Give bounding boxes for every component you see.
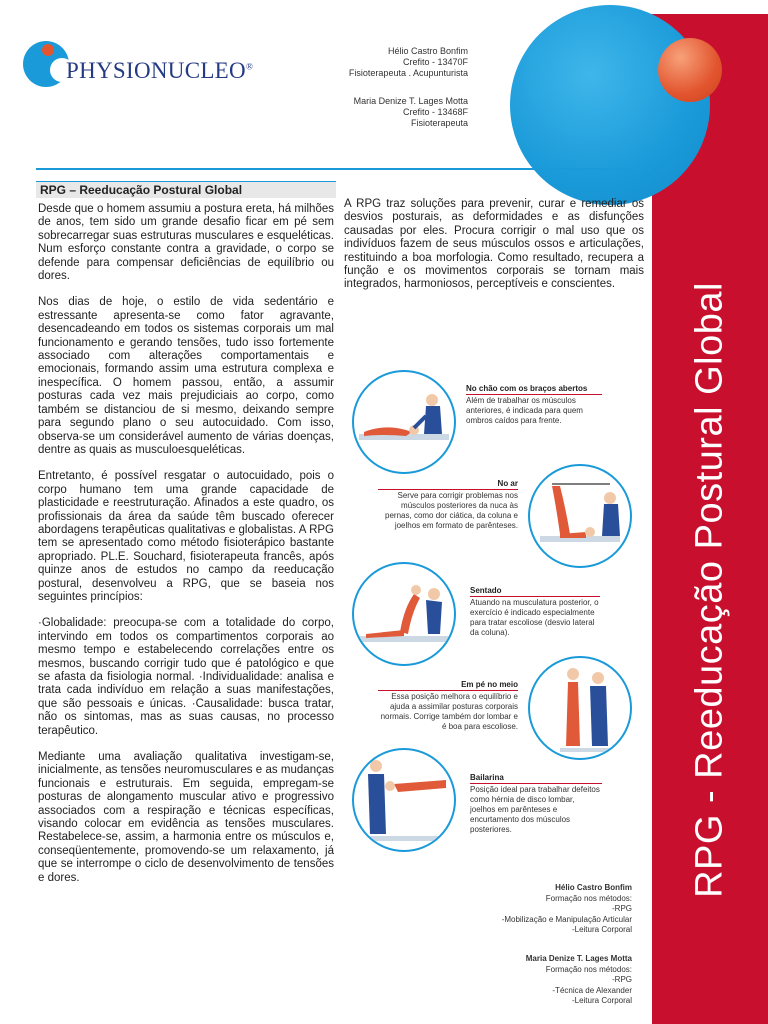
exercise-desc: Atuando na musculatura posterior, o exercício é indicado especialmente para tratar escoliose (desvio lateral da coluna).: [470, 598, 599, 637]
header-divider: [36, 168, 652, 170]
signature-block-2: Maria Denize T. Lages Motta Formação nos métodos: -RPG -Técnica de Alexander -Leitura Corporal: [525, 954, 632, 1005]
exercise-illustration-air: [528, 464, 632, 568]
main-text-column: [38, 203, 334, 898]
exercise-title: No chão com os braços abertos: [466, 384, 602, 395]
logo-icon: [22, 40, 70, 88]
contact-block-1: Hélio Castro Bonfim Crefito - 13470F Fisioterapeuta . Acupunturista: [348, 46, 468, 78]
signature-block-1: Hélio Castro Bonfim Formação nos métodos: -RPG -Mobilização e Manipulação Articular -Leitura Corporal: [501, 883, 632, 934]
exercise-desc: Além de trabalhar os músculos anteriores, é indicada para quem ombros caídos para frente.: [466, 396, 583, 425]
exercise-illustration-standing: [528, 656, 632, 760]
paragraph: Nos dias de hoje, o estilo de vida sedentário e estressante apresenta-se como fator agravante, desencadeando em todos os sistemas corporais um mal funcionamento e gerando tensões, tudo isso fortemente associado com alterações comportamentais e emocionais, formando assim uma estrutura complexa e inespecífica. O homem passou, então, a assumir posturas cada vez mais prejudiciais ao corpo, como também se distanciou de si mesmo, deixando sempre para segundo plano o seu autocuidado. Com isso, observa-se um considerável aumento de várias doenças, dentre as quais as musculoesqueléticas.: [38, 296, 334, 456]
exercise-title: Bailarina: [470, 773, 602, 784]
exercise-title: No ar: [378, 479, 518, 490]
blue-circle-decoration: [510, 5, 710, 205]
paragraph: Mediante uma avaliação qualitativa investigam-se, inicialmente, as tensões neuromusculares e as mudanças funcionais e estruturais. Em seguida, empregam-se posturas de alongamento muscular ativo e progressivo associados com a respiração e técnicas específicas, visando colocar em evidência as tensões musculares. Restabelece-se, assim, a harmonia entre os músculos e, conseqüentemente, promovendo-se um relaxamento, já que se interrompe o ciclo de desenvolvimento de tensões e dores.: [38, 751, 334, 884]
exercise-illustration-seated: [352, 562, 456, 666]
exercise-illustration-ballerina: [352, 748, 456, 852]
exercise-desc: Essa posição melhora o equilíbrio e ajuda a assimilar posturas corporais normais. Corrige também dor lombar e é boa para escoliose.: [380, 692, 518, 731]
orange-circle-decoration: [658, 38, 722, 102]
section-title: RPG – Reeducação Postural Global: [36, 181, 336, 198]
paragraph: ·Globalidade: preocupa-se com a totalidade do corpo, intervindo em todos os compartimentos corporais ao mesmo tempo e estabelecendo correlações entre os mesmos, buscando corrigir tudo que é patológico e que se afasta da fisiologia normal. ·Individualidade: analisa e trata cada indivíduo em relação a suas manifestações, que são pessoais e únicas. ·Causalidade: busca tratar, não os sintomas, mas as suas causas, no processo terapêutico.: [38, 617, 334, 737]
brand-logo-text: PHYSIONUCLEO®: [66, 58, 254, 83]
paragraph: Entretanto, é possível resgatar o autocuidado, pois o corpo humano tem uma grande capacidade de plasticidade e reestruturação. Afinados a este quadro, os profissionais da área da saúde têm buscado oferecer abordagens terapêuticas qualitativas e globalistas. A RPG tem se apresentado como método fisioterápico bastante apropriado. PL.E. Souchard, fisioterapeuta francês, após quinze anos de estudos no campo da reeducação postural, desenvolveu a RPG, que se baseia nos seguintes princípios:: [38, 470, 334, 603]
intro-text: A RPG traz soluções para prevenir, curar e remediar os desvios posturais, as deformidades e as disfunções causadas por eles. Procura corrigir o mal uso que os indivíduos fazem de seus músculos ossos e articulações, restituindo a boa morfologia. Como resultado, recupera a função e os movimentos corporais se tornam mais integrados, harmoniosos, perceptíveis e conscientes.: [344, 198, 644, 291]
contact-block-2: Maria Denize T. Lages Motta Crefito - 13468F Fisioterapeuta: [353, 96, 468, 128]
exercise-illustration-floor: [352, 370, 456, 474]
exercise-title: Em pé no meio: [378, 680, 518, 691]
exercise-desc: Posição ideal para trabalhar defeitos como hérnia de disco lombar, joelhos em parênteses e encurtamento dos músculos posteriores.: [470, 785, 600, 834]
exercise-desc: Serve para corrigir problemas nos músculos posteriores da nuca às pernas, como dor ciática, da coluna e joelhos em formato de parênteses.: [385, 491, 518, 530]
paragraph: Desde que o homem assumiu a postura ereta, há milhões de anos, tem sido um grande desafio ficar em pé sem sobrecarregar suas estruturas musculares e esqueléticas. Num esforço constante contra a gravidade, o corpo se defende para compensar deficiências de equilíbrio ou dores.: [38, 203, 334, 283]
exercise-title: Sentado: [470, 586, 600, 597]
